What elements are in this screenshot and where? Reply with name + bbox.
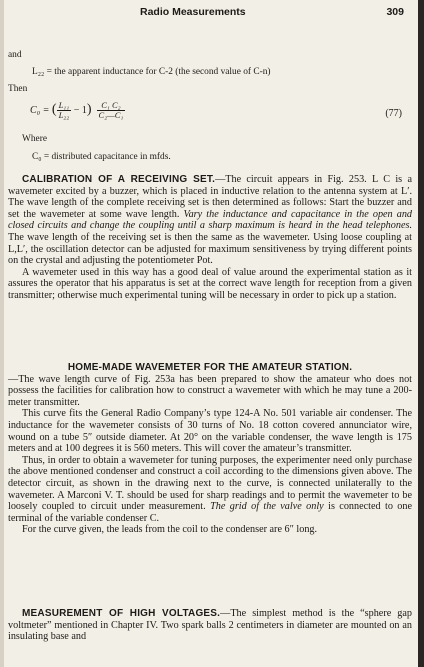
equation-minus-one: − 1 — [73, 104, 87, 116]
wavemeter-paragraph-1: —The wave length curve of Fig. 253a has been prepared to show the amateur who does not possess the facilities for calibration how to construct a wavemeter with which he may tune a 200-meter transmitter. — [8, 373, 412, 408]
equation-77: C₀ = ( $\frac{\text{L₁₁}}{\text{L₂₂}}$ − 1) $\frac{\text{C₁ C₂}}{\text{C₂—C₁}}$ — [30, 100, 124, 120]
wavemeter-paragraph-2: This curve fits the General Radio Company’s type 124-A No. 501 variable air condenser. The inductance for the wavemeter consists of 30 turns of No. 18 cotton covered annunciator wire, wound on a tube 5″ outside diameter. At 20° on the variable condenser, the wave length is 175 meters and at 100 degrees it is 560 meters. This will cover the amateur’s transmitter. — [8, 408, 412, 455]
section-high-voltages — [8, 608, 412, 643]
wavemeter-paragraph-4: For the curve given, the leads from the coil to the condenser are 6″ long. — [22, 524, 318, 536]
running-header — [0, 6, 418, 22]
inductance-definition: L₂₂ = the apparent inductance for C-2 (the second value of C-n) — [32, 67, 271, 77]
wavemeter-paragraph-3-italic: The grid of the valve only — [210, 501, 324, 513]
section-home-made-wavemeter — [8, 362, 412, 536]
high-voltage-text: —The simplest method is the “sphere gap voltmeter” mentioned in Chapter IV. Two spark balls 2 centimeters in diameter are mounted on an insulating base and — [8, 608, 412, 643]
calibration-text-b: The wave length of the receiving set is then the same as the wavemeter. Using loose coupling at L,L′, the oscillation detector can be adjusted for maximum sensitiveness by trying different points on the crystal and adjusting the potentiometer Pot. — [8, 231, 412, 267]
equation-fraction-c — [97, 101, 126, 120]
wavemeter-paragraph-3a: Thus, in order to obtain a wavemeter for tuning purposes, the experimenter need only purchase the above mentioned condenser and construct a coil according to the dimensions given above. The detector circuit, as shown in the drawing next to the curve, is connected unilaterally to the wavemeter. A Marconi V. T. should be used for sharp readings and to permit the wavemeter to be loosely coupled to circuit under measurement. — [8, 454, 412, 513]
calibration-text-a: —The circuit appears in Fig. 253. L C is a wavemeter excited by a buzzer, which is placed in inductive relation to the antenna system at L′. The wave length of the complete receiving set is then determined as follows: Start the buzzer and set the wavemeter at some wave length. — [8, 174, 412, 220]
fraction-c-denominator: C₂—C₁ — [98, 110, 124, 120]
calibration-paragraph-2: A wavemeter used in this way has a good deal of value around the experimental station as it assures the operator that his apparatus is set at the correct wave length for reception from a given transmitter; otherwise much experimental tuning will be necessary in order to pick up a station. — [8, 266, 412, 301]
word-where: Where — [22, 134, 47, 144]
fraction-c-numerator: C₁ C₂ — [97, 101, 126, 111]
word-then: Then — [8, 84, 28, 94]
page-number: 309 — [386, 6, 404, 18]
wavemeter-paragraph-3b: is connected to one terminal of the variable condenser C. — [8, 501, 413, 524]
high-voltage-heading: MEASUREMENT OF HIGH VOLTAGES. — [22, 608, 221, 619]
section-calibration — [8, 174, 412, 302]
wavemeter-heading: HOME-MADE WAVEMETER FOR THE AMATEUR STATION. — [67, 362, 353, 373]
word-and: and — [8, 50, 22, 60]
header-title: Radio Measurements — [140, 6, 246, 18]
fraction-l-numerator: L₁₁ — [58, 100, 70, 110]
equation-number: (77) — [385, 108, 402, 119]
calibration-heading: CALIBRATION OF A RECEIVING SET. — [22, 174, 216, 185]
capacitance-definition: C₀ = distributed capacitance in mfds. — [32, 152, 171, 162]
page-edge — [0, 0, 4, 667]
equation-fraction-l — [57, 101, 72, 120]
equation-lhs: C₀ = — [30, 104, 50, 116]
fraction-l-denominator: L₂₂ — [58, 110, 70, 120]
calibration-text-italic: Vary the inductance and capacitance in the open and closed circuits and change the coupling until a sharp maximum is heard in the head telephones. — [8, 208, 413, 232]
